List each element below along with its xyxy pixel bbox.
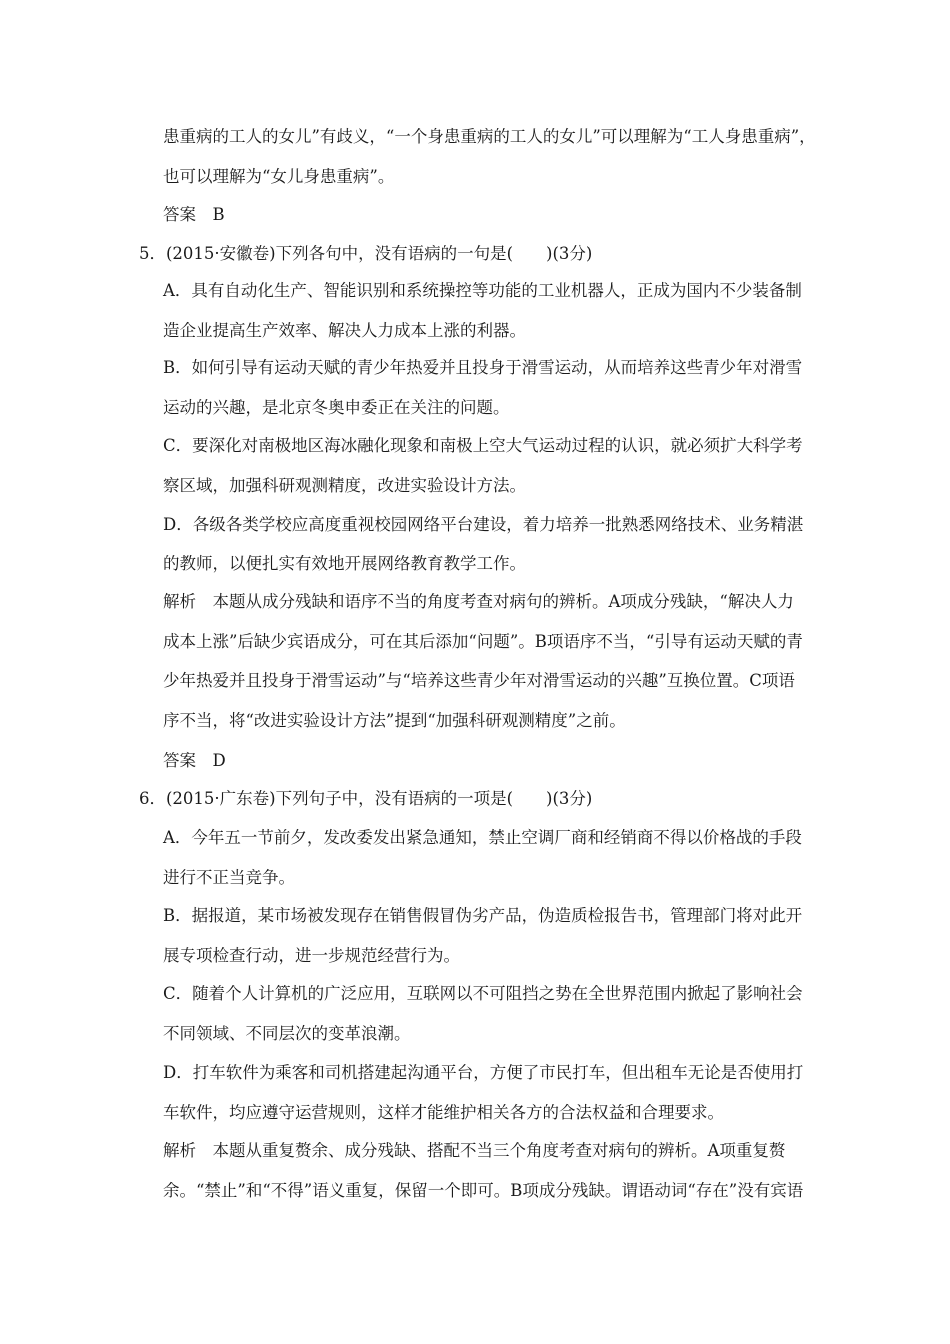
option-b-cont: 展专项检查行动，进一步规范经营行为。: [163, 946, 460, 965]
option-b: B．如何引导有运动天赋的青少年热爱并且投身于滑雪运动，从而培养这些青少年对滑雪: [163, 358, 803, 377]
option-c: C．随着个人计算机的广泛应用，互联网以不可阻挡之势在全世界范围内掀起了影响社会: [163, 984, 803, 1003]
analysis-line: 少年热爱并且投身于滑雪运动”与“培养这些青少年对滑雪运动的兴趣”互换位置。C项语: [163, 671, 795, 690]
option-d-cont: 车软件，均应遵守运营规则，这样才能维护相关各方的合法权益和合理要求。: [163, 1103, 724, 1122]
question-5: 5．(2015·安徽卷)下列各句中，没有语病的一句是( )(3分): [139, 244, 593, 263]
option-d: D．各级各类学校应高度重视校园网络平台建设，着力培养一批熟悉网络技术、业务精湛: [163, 515, 804, 534]
option-d-cont: 的教师，以便扎实有效地开展网络教育教学工作。: [163, 554, 526, 573]
option-c-cont: 察区域，加强科研观测精度，改进实验设计方法。: [163, 476, 526, 495]
analysis-line: 余。“禁止”和“不得”语义重复，保留一个即可。B项成分残缺。谓语动词“存在”没有宾语: [163, 1181, 804, 1200]
analysis-line: 成本上涨”后缺少宾语成分，可在其后添加“问题”。B项语序不当，“引导有运动天赋的青: [163, 632, 803, 651]
option-a-cont: 造企业提高生产效率、解决人力成本上涨的利器。: [163, 321, 526, 340]
option-a: A．具有自动化生产、智能识别和系统操控等功能的工业机器人，正成为国内不少装备制: [163, 281, 802, 300]
question-6: 6．(2015·广东卷)下列句子中，没有语病的一项是( )(3分): [139, 789, 593, 808]
answer-line: 答案 D: [163, 751, 226, 770]
option-c: C．要深化对南极地区海冰融化现象和南极上空大气运动过程的认识，就必须扩大科学考: [163, 436, 803, 455]
option-a-cont: 进行不正当竞争。: [163, 868, 295, 887]
analysis-line: 解析 本题从成分残缺和语序不当的角度考查对病句的辨析。A项成分残缺，“解决人力: [163, 592, 794, 611]
analysis-line: 解析 本题从重复赘余、成分残缺、搭配不当三个角度考查对病句的辨析。A项重复赘: [163, 1141, 786, 1160]
option-a: A．今年五一节前夕，发改委发出紧急通知，禁止空调厂商和经销商不得以价格战的手段: [163, 828, 802, 847]
answer-line: 答案 B: [163, 205, 225, 224]
option-b-cont: 运动的兴趣，是北京冬奥申委正在关注的问题。: [163, 398, 510, 417]
option-c-cont: 不同领域、不同层次的变革浪潮。: [163, 1024, 411, 1043]
option-b: B．据报道，某市场被发现存在销售假冒伪劣产品，伪造质检报告书，管理部门将对此开: [163, 906, 803, 925]
analysis-line: 序不当，将“改进实验设计方法”提到“加强科研观测精度”之前。: [163, 711, 626, 730]
text-line: 患重病的工人的女儿”有歧义，“一个身患重病的工人的女儿”可以理解为“工人身患重病”，: [163, 127, 816, 146]
text-line: 也可以理解为“女儿身患重病”。: [163, 167, 395, 186]
option-d: D．打车软件为乘客和司机搭建起沟通平台，方便了市民打车，但出租车无论是否使用打: [163, 1063, 804, 1082]
